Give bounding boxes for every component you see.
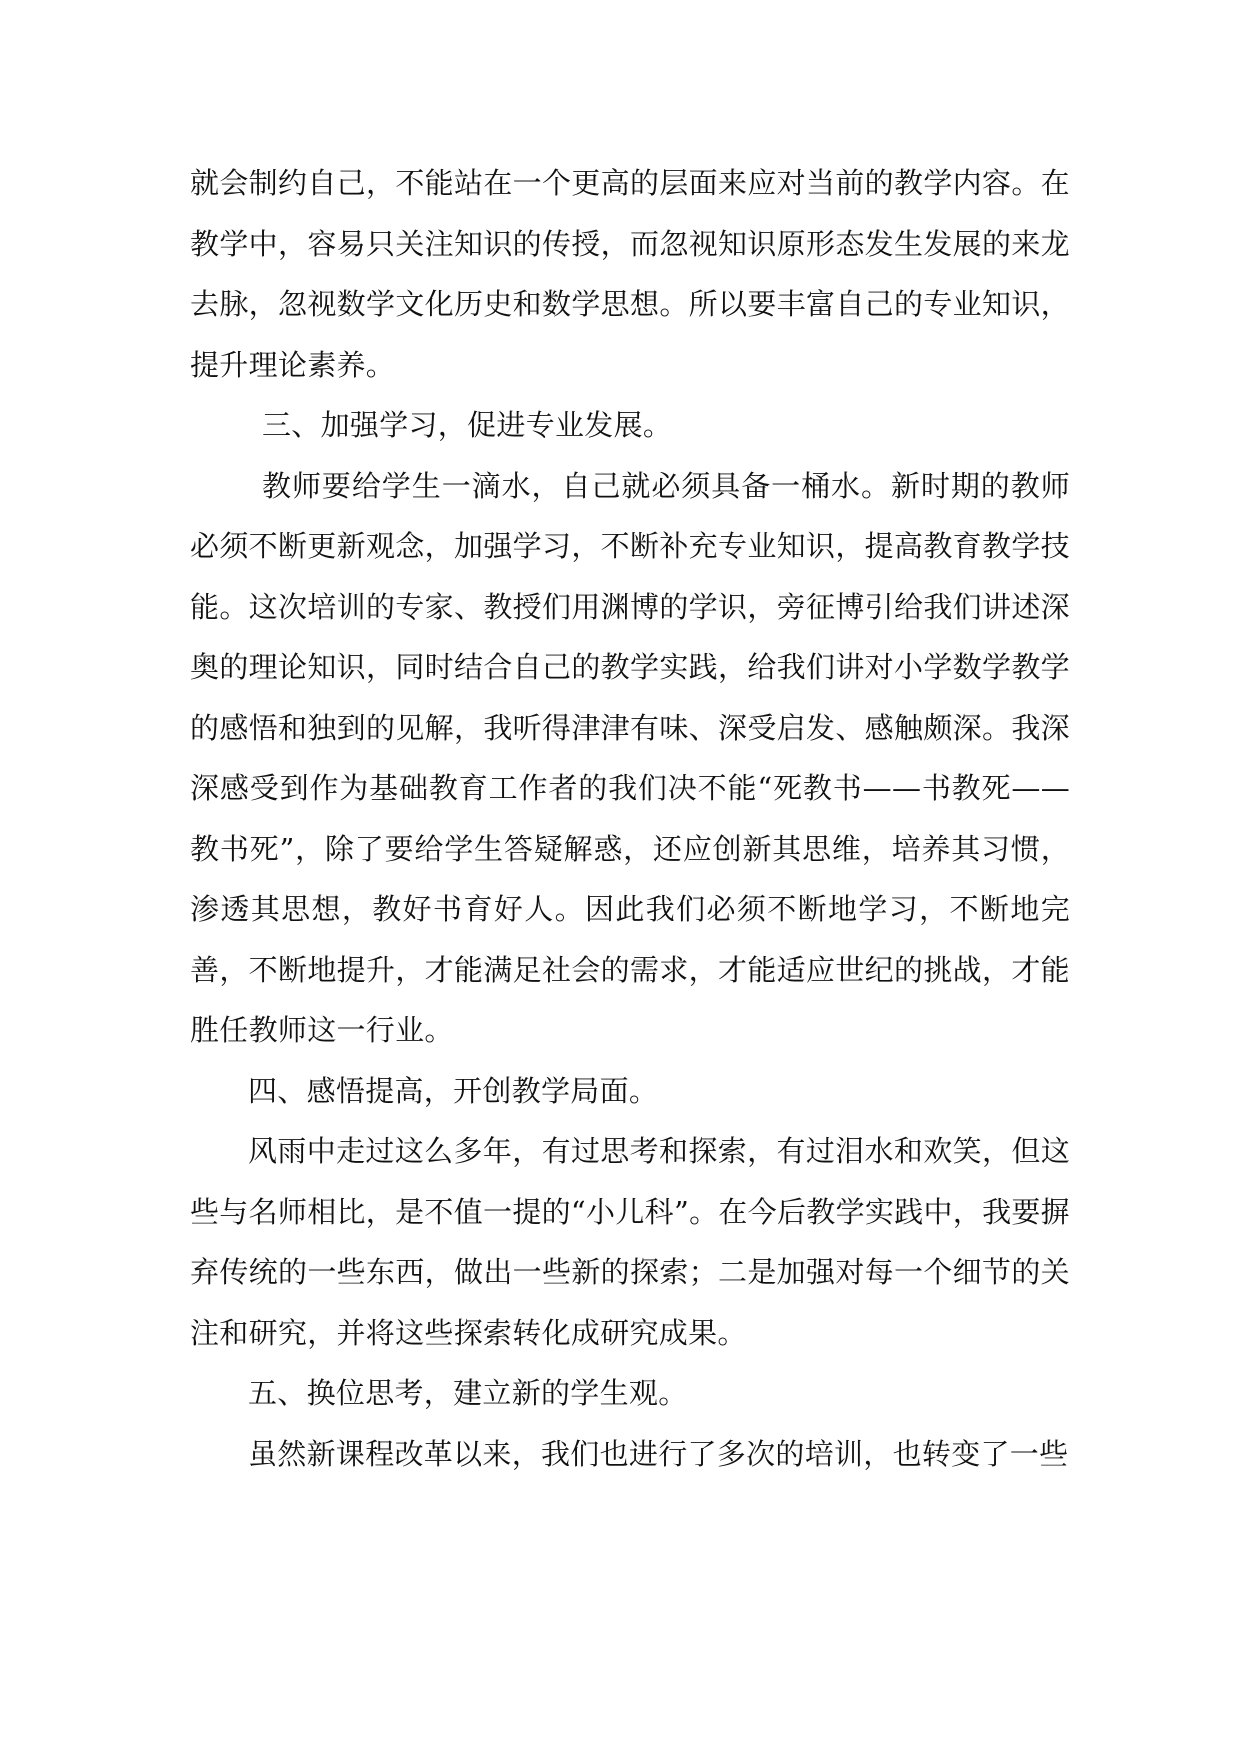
document-body [190,153,1070,1484]
paragraph-student-view: 虽然新课程改革以来，我们也进行了多次的培训，也转变了一些 [248,1436,1069,1471]
section-heading-3: 三、加强学习，促进专业发展。 [262,408,673,442]
section-heading-5: 五、换位思考，建立新的学生观。 [248,1376,688,1410]
section-heading-4: 四、感悟提高，开创教学局面。 [248,1073,659,1108]
paragraph-learning: 教师要给学生一滴水，自己就必须具备一桶水。新时期的教师必须不断更新观念，加强学习，不断补充专业知识，提高教育教学技能。这次培训的专家、教授们用渊博的学识，旁征博引给我们讲述深奥的理论知识，同时结合自己的教学实践，给我们讲对小学数学教学的感悟和独到的见解，我听得津津有味、深受启发、感触颇深。我深深感受到作为基础教育工作者的我们决不能“死教书——书教死——教书死”，除了要给学生答疑解惑，还应创新其思维，培养其习惯，渗透其思想，教好书育好人。因此我们必须不断地学习，不断地完善，不断地提升，才能满足社会的需求，才能适应世纪的挑战，才能胜任教师这一行业。 [190,468,1070,1047]
paragraph-reflection: 风雨中走过这么多年，有过思考和探索，有过泪水和欢笑，但这些与名师相比，是不值一提的“小儿科”。在今后教学实践中，我要摒弃传统的一些东西，做出一些新的探索；二是加强对每一个细节的关注和研究，并将这些探索转化成研究成果。 [190,1134,1070,1350]
paragraph-continuation: 就会制约自己，不能站在一个更高的层面来应对当前的教学内容。在教学中，容易只关注知识的传授，而忽视知识原形态发生发展的来龙去脉，忽视数学文化历史和数学思想。所以要丰富自己的专业知识，提升理论素养。 [190,166,1070,382]
